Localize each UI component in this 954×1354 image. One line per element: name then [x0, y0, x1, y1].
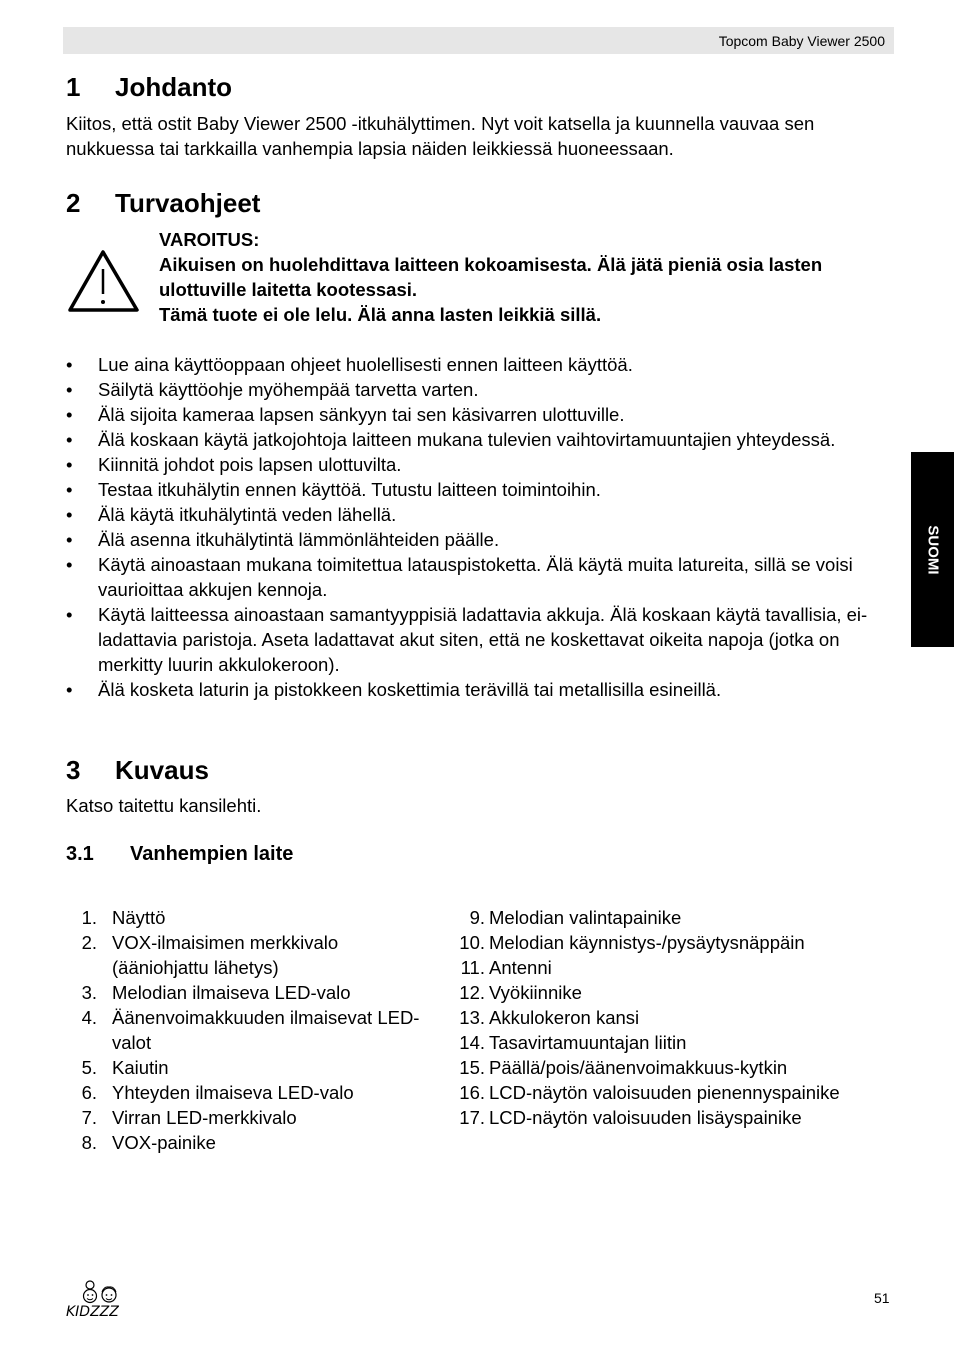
list-item: 14. Tasavirtamuuntajan liitin [459, 1032, 687, 1053]
description-paragraph: Katso taitettu kansilehti. [66, 795, 262, 816]
language-tab-label: SUOMI [924, 524, 941, 575]
list-item: • Älä asenna itkuhälytintä lämmönlähteiden päälle. [66, 529, 500, 550]
list-item: 3. Melodian ilmaiseva LED-valo [81, 982, 351, 1003]
safety-list [66, 352, 896, 702]
bullet: • [66, 604, 73, 625]
header-bar [63, 27, 894, 54]
list-item: 10. Melodian käynnistys-/pysäytysnäppäin [459, 932, 805, 953]
section-number: 1 [66, 72, 81, 102]
section-title: Johdanto [115, 72, 232, 102]
section-number: 2 [66, 188, 81, 218]
list-item: • Älä sijoita kameraa lapsen sänkyyn tai sen käsivarren ulottuville. [66, 404, 625, 425]
list-item: • Käytä ainoastaan mukana toimitettua latauspistoketta. Älä käytä muita latureita, sillä se voisi vaurioittaa akkujen kennoja. [66, 554, 853, 600]
list-item: 4. Äänenvoimakkuuden ilmaisevat LED-valot [81, 1007, 420, 1053]
subsection-number: 3.1 [66, 843, 94, 865]
warning-line: Aikuisen on huolehdittava laitteen kokoamisesta. Älä jätä pieniä osia lasten ulottuville laitetta kootessasi. [159, 254, 823, 300]
bullet: • [66, 679, 73, 700]
section-heading-johdanto [66, 72, 232, 102]
warning-block [159, 227, 899, 327]
list-item: • Älä koskaan käytä jatkojohtoja laitteen mukana tulevien vaihtovirtamuuntajien yhteydessä. [66, 429, 836, 450]
list-item: 7. Virran LED-merkkivalo [81, 1107, 297, 1128]
list-item: 8. VOX-painike [81, 1132, 216, 1153]
section-title: Kuvaus [115, 755, 209, 785]
list-item: 5. Kaiutin [81, 1057, 169, 1078]
bullet: • [66, 554, 73, 575]
bullet: • [66, 479, 73, 500]
list-item: 1. Näyttö [81, 907, 166, 928]
section-title: Turvaohjeet [115, 188, 261, 218]
list-item: 2. VOX-ilmaisimen merkkivalo (ääniohjattu lähetys) [81, 932, 339, 978]
bullet: • [66, 454, 73, 475]
subsection-heading [66, 842, 293, 867]
list-item: 9. Melodian valintapainike [469, 907, 682, 928]
bullet: • [66, 429, 73, 450]
list-item: • Älä käytä itkuhälytintä veden lähellä. [66, 504, 397, 525]
language-tab [911, 452, 954, 647]
warning-title: VAROITUS: [159, 229, 260, 250]
section-heading-kuvaus [66, 755, 209, 785]
list-item: 16. LCD-näytön valoisuuden pienennyspainike [459, 1082, 840, 1103]
list-item: • Älä kosketa laturin ja pistokkeen koskettimia terävillä tai metallisilla esineillä. [66, 679, 722, 700]
list-item: • Testaa itkuhälytin ennen käyttöä. Tutustu laitteen toimintoihin. [66, 479, 601, 500]
page-number: 51 [874, 1290, 890, 1306]
list-item: • Lue aina käyttöoppaan ohjeet huolellisesti ennen laitteen käyttöä. [66, 354, 633, 375]
section-number: 3 [66, 755, 81, 785]
list-item: 13. Akkulokeron kansi [459, 1007, 640, 1028]
list-item: 6. Yhteyden ilmaiseva LED-valo [81, 1082, 354, 1103]
kidzzz-logo [64, 1278, 136, 1320]
list-item: • Säilytä käyttöohje myöhempää tarvetta varten. [66, 379, 479, 400]
parts-list-left [66, 905, 426, 1155]
list-item: 11. Antenni [460, 957, 552, 978]
header-title: Topcom Baby Viewer 2500 [718, 33, 885, 49]
bullet: • [66, 379, 73, 400]
bullet: • [66, 354, 73, 375]
bullet: • [66, 404, 73, 425]
list-item: • Käytä laitteessa ainoastaan samantyyppisiä ladattavia akkuja. Älä koskaan käytä tavallisia, ei-ladattavia paristoja. Aseta ladattavat akut siten, että ne koskettavat oikeita napoja (jotka on merkitty luurin akkulokeroon). [66, 604, 868, 675]
bullet: • [66, 529, 73, 550]
subsection-title: Vanhempien laite [130, 843, 294, 865]
list-item: 17. LCD-näytön valoisuuden lisäyspainike [459, 1107, 802, 1128]
intro-paragraph: Kiitos, että ostit Baby Viewer 2500 -itkuhälyttimen. Nyt voit katsella ja kuunnella vauvaa sen nukkuessa tai tarkkailla vanhempia lapsia näiden leikkiessä huoneessaan. [66, 113, 815, 159]
list-item: • Kiinnitä johdot pois lapsen ulottuvilta. [66, 454, 402, 475]
warning-triangle-icon [66, 248, 141, 314]
list-item: 15. Päällä/pois/äänenvoimakkuus-kytkin [459, 1057, 788, 1078]
section-heading-turvaohjeet [66, 188, 260, 218]
logo-text: KIDZZZ [66, 1304, 119, 1320]
warning-line: Tämä tuote ei ole lelu. Älä anna lasten leikkiä sillä. [159, 304, 602, 325]
bullet: • [66, 504, 73, 525]
parts-list-right [456, 905, 896, 1130]
list-item: 12. Vyökiinnike [459, 982, 582, 1003]
